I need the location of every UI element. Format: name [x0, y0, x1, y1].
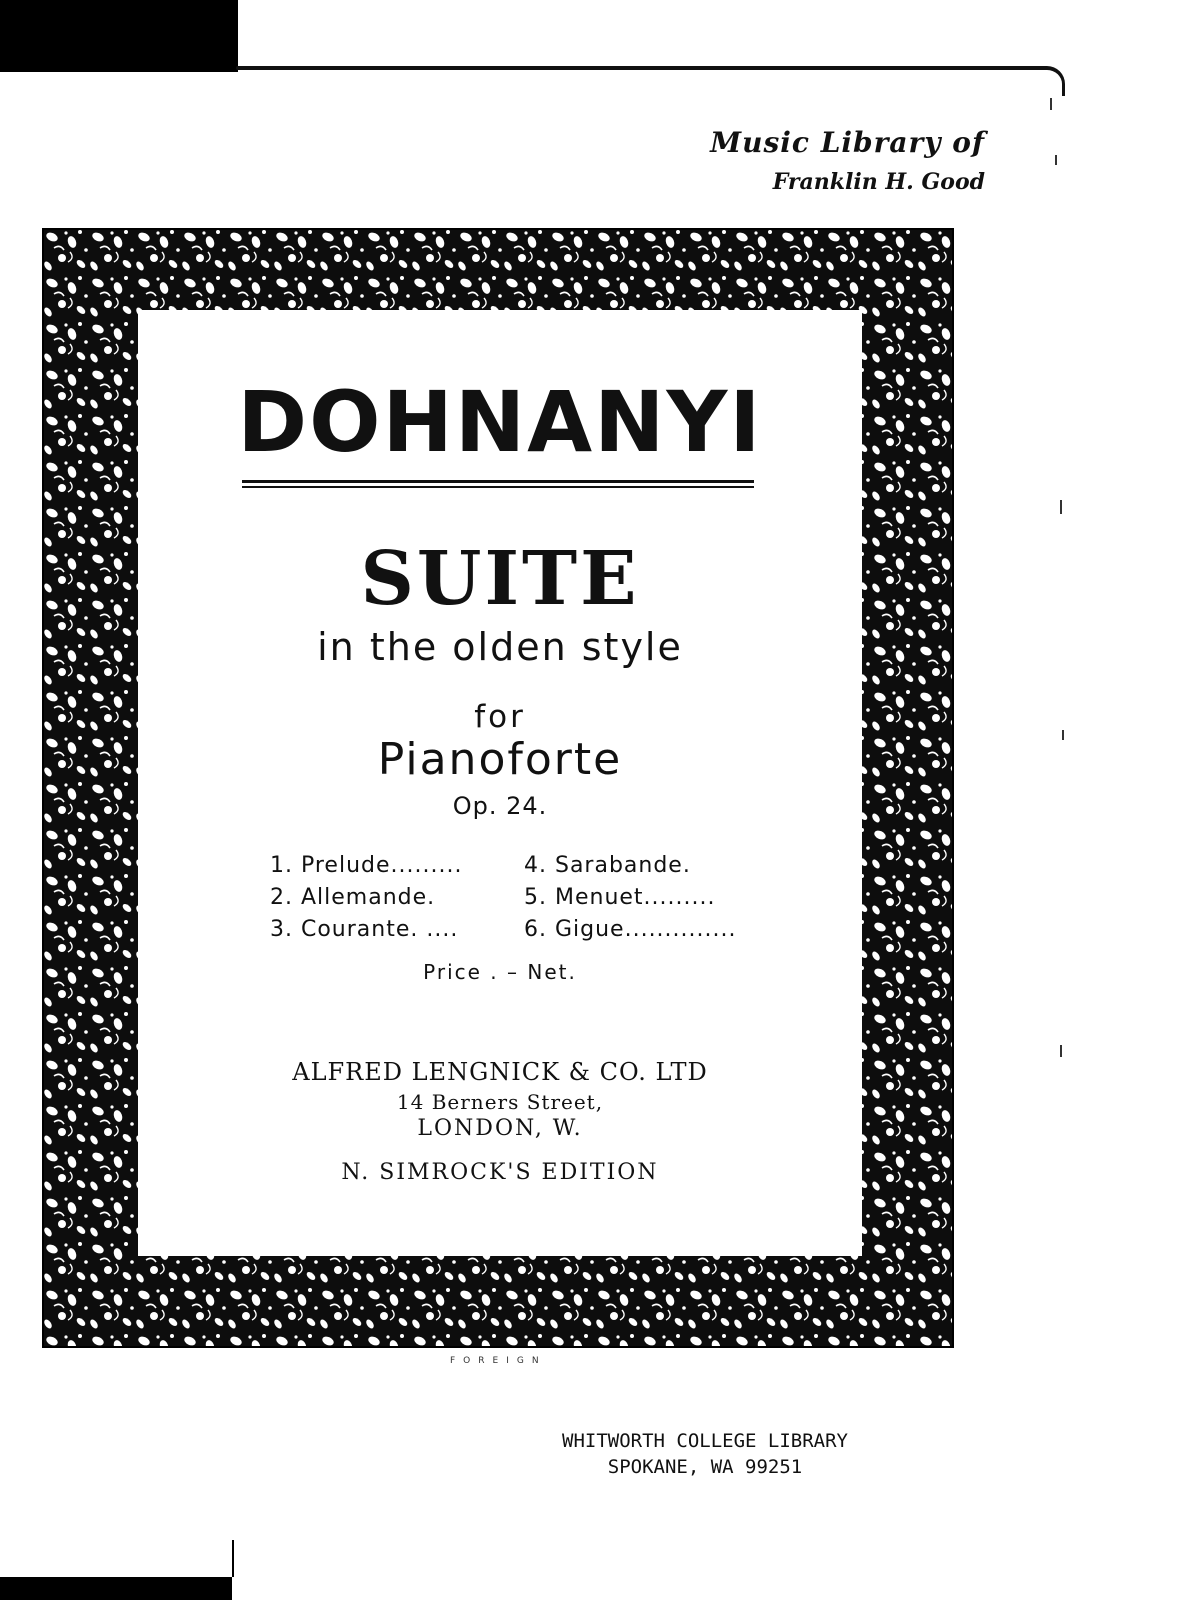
price-line: Price . – Net. [423, 960, 577, 984]
title-rule [242, 486, 754, 488]
edge-mark [1050, 98, 1052, 110]
publisher-address: 14 Berners Street, [396, 1090, 604, 1114]
edition-name: N. SIMROCK'S EDITION [341, 1160, 659, 1185]
foreign-mark: FOREIGN [450, 1356, 547, 1366]
page-edge [236, 0, 238, 72]
ownership-stamp [710, 126, 985, 195]
publisher-name: ALFRED LENGNICK & CO. LTD [292, 1058, 708, 1086]
cover-title-panel [138, 310, 862, 1256]
work-title: SUITE [360, 536, 640, 622]
edge-mark [1060, 1045, 1062, 1057]
composer-name: DOHNANYI [237, 373, 763, 471]
scan-border-bottom-left [0, 1577, 232, 1600]
page-edge [232, 1540, 234, 1577]
title-rule [242, 480, 754, 483]
library-stamp [540, 1428, 870, 1480]
publisher-city: LONDON, W. [417, 1116, 583, 1141]
movement-item: 3. Courante. .... [270, 917, 459, 942]
movement-item: 1. Prelude......... [270, 853, 463, 878]
opus-number: Op. 24. [452, 792, 548, 820]
instrument: Pianoforte [377, 734, 623, 785]
movement-list-right [524, 850, 737, 946]
work-subtitle: in the olden style [317, 625, 683, 669]
edge-mark [1062, 730, 1064, 740]
library-stamp-line1: WHITWORTH COLLEGE LIBRARY [562, 1430, 848, 1452]
ownership-stamp-line2: Franklin H. Good [772, 169, 985, 195]
movement-item: 5. Menuet......... [524, 885, 716, 910]
page-top-edge [236, 66, 1046, 70]
movement-item: 2. Allemande. [270, 885, 436, 910]
edge-mark [1055, 155, 1057, 165]
library-stamp-line2: SPOKANE, WA 99251 [607, 1456, 803, 1478]
ownership-stamp-line1: Music Library of [710, 126, 985, 159]
movement-list-left [270, 850, 462, 946]
edge-mark [1060, 500, 1062, 514]
movement-item: 6. Gigue.............. [524, 917, 737, 942]
page-corner-curl [1040, 66, 1065, 96]
for-label: for [474, 699, 526, 735]
scan-border-top-left [0, 0, 236, 72]
movement-item: 4. Sarabande. [524, 853, 691, 878]
